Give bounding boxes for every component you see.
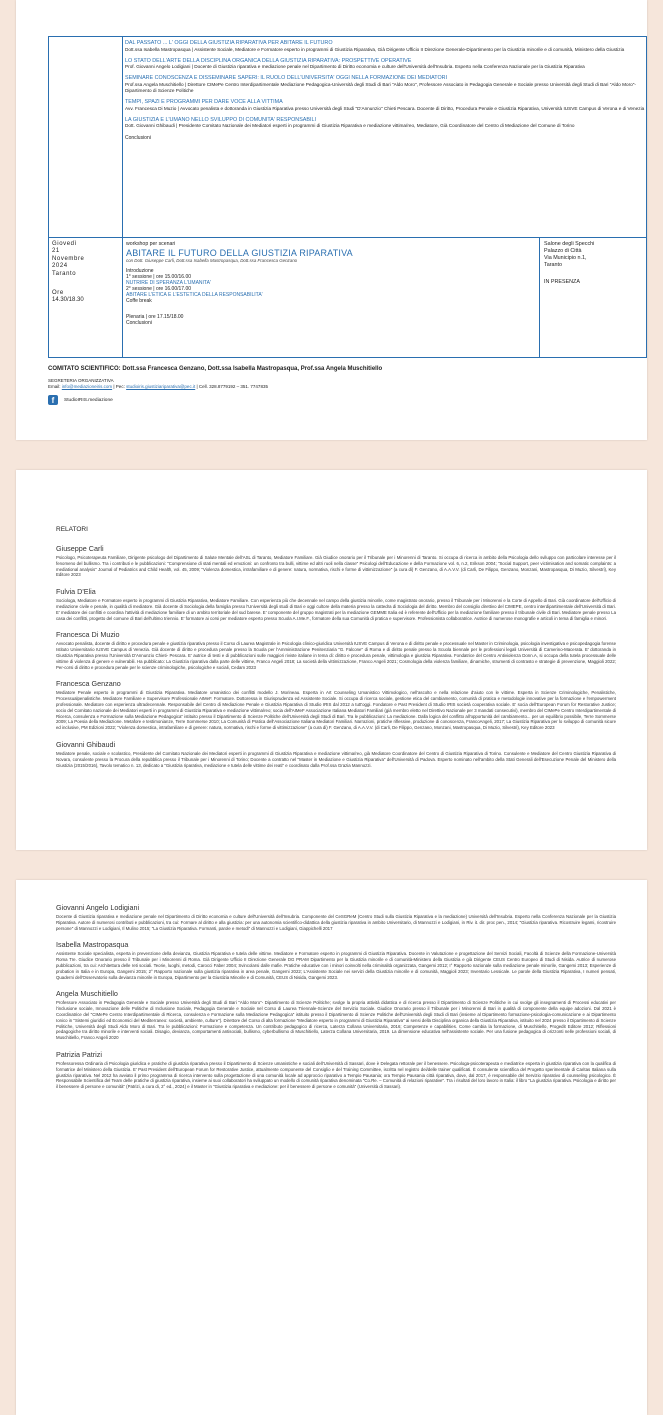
modality-label: IN PRESENZA [544,279,580,285]
speaker-bio [56,679,616,731]
speaker-bio [56,940,616,980]
divider [122,238,123,357]
date-year: 2024 [52,263,68,270]
speaker-text: Sociologa, Mediatore e Formatore esperto in programmi di Giustizia Riparativa, Mediatore Familiare. Con esperienza più che decennale nel campo della giustizia minorile, come magistrato onorario, presso il Tribunale per i Minorenni e la Corte di Appello di Bari. Già coordinatore dell'Ufficio di mediazione civile e penale, in qualità di mediatore. Già docente di Sociologia della famiglia presso l'Università degli studi di Bari e oggi cultore della materia presso la cattedra di Sociologia del diritto. Membro del consiglio direttivo del CIMEPE, centro interdipartimentale dell'Università di Bari. E' mediatore dei conflitti e coordina l'attività di mediazione familiare di un ambito territoriale del sud barese. E' componente del gruppo magistrati per la mediazione GEMME Italia ed è referente dell'Ufficio per la mediazione familiare presso il tribunale civile di Bari. Mediatore penale presso La casa dei conflitti, progetto del comune di Bari dell'ultimo triennio. E' formatore ai corsi per mediatore esperto presso Scuola A.I.Me.F., formatore della sua Comunità di pratica e supervisore. Professionista collaboratrice. Autrice di numerose monografie e articoli in tema di famiglia e minori. [56,598,616,621]
session-block [125,40,645,53]
divider [49,237,646,238]
program-sessions [125,40,645,141]
program-frame [48,36,647,358]
program-page [16,0,647,440]
speaker-name: Patrizia Patrizi [56,1049,102,1059]
workshop-title: ABITARE IL FUTURO DELLA GIUSTIZIA RIPARATIVA [126,247,353,258]
speaker-name: Francesca Genzano [56,679,121,689]
session-block [125,75,645,94]
facebook-icon: f [48,395,58,405]
coffee-break: Coffe break [126,298,152,305]
divider [539,238,540,357]
speaker-bios [56,544,616,777]
time-value: 14.30/18.30 [52,297,84,304]
session-block [125,117,645,130]
speaker-name: Angela Muschitiello [56,989,118,999]
session-speaker: Dott.ssa Isabella Mastropasqua | Assistente Sociale, Mediatore e Formatore esperto in programmi di Giustizia Riparativa, Già Dirigente Ufficio II Direzione Generale-Dipartimento per la Giustizia minorile e di comunità, Ministero della Giustizia [125,46,625,52]
speaker-name: Giovanni Ghibaudi [56,739,116,749]
session-block [125,58,645,71]
session-2-title: ABITARE L'ETICA E L'ESTETICA DELLA RESPONSABILITA' [126,292,263,299]
session-block [125,99,645,112]
workshop-label: workshop per scenari [126,241,176,247]
speaker-name: Giuseppe Carli [56,544,104,553]
date-day: Giovedì [52,241,77,247]
session-1-title: NUTRIRE DI SPERANZA L'UMANITA' [126,280,211,287]
secretariat-label: SEGRETERIA ORGANIZZATIVA [48,378,114,383]
session-title: LO STATO DELL'ARTE DELLA DISCIPLINA ORGANICA DELLA GIUSTIZIA RIPARATIVA: PROSPETTIVE OPERATIVE [125,57,412,64]
session-speaker: Avv. Francesca Di Muzio | Avvocato penalista e dottoranda in Giustizia Riparativa presso Università degli Studi "D'Annunzio" Chieti Pescara. Docente di Diritto, Procedura Penale e Giustizia Riparativa, Università IUSVE Campus di Verona e di Venezia [125,105,645,111]
date-num: 21 [52,248,60,255]
venue-line: Via Municipio n.1, [544,255,587,261]
session-title: TEMPI, SPAZI E PROGRAMMI PER DARE VOCE ALLA VITTIMA [125,99,283,106]
session-title: SEMINARE CONOSCENZA E DISSEMINARE SAPERI: IL RUOLO DELL'UNIVERSITA' OGGI NELLA FORMAZIONE DEI MEDIATORI [125,75,448,82]
speaker-text: Docente di Giustizia riparativa e mediazione penale nel Dipartimento di Diritto economia e culture dell'Università dell'Insubria. Componente del CeSGReM (Centro Studi sulla Giustizia Riparativa e la mediazione) Università dell'Insubria. Esperto nella Conferenza Nazionale per la Giustizia Riparativa. Autore di numerosi contributi e pubblicazioni, tra cui: Formare al diritto e alla giustizia: per una autonomia scientifico-didattica della giustizia riparativa in ambito Universitario, di Mannozzi e Lodigiani, in Riv. it. dir. proc pen., 2014; "Giustizia riparativa. Ricostruire legami, ricostruire persone" di Mannozzi e Lodigiani, Il Mulino 2015; "La Giustizia Riparativa. Formanti, parole e metodi" di Mannozzi e Lodigiani, Giappichelli 2017 [56,914,616,931]
facebook-row[interactable] [48,395,645,405]
pec-link[interactable]: studioiris.giustiziariparativa@pec.it [126,384,196,389]
speaker-text: Professore Associato in Pedagogia Generale e Sociale presso Università degli Studi di Bari "Aldo Moro"- Dipartimento di Scienze Politiche; svolge la propria attività didattica e di ricerca presso il Dipartimento di Scienze Politiche in cui svolge gli insegnamenti di Processi educativi per l'inclusione sociale, Innovazione delle Politiche di Inclusione Sociale, Pedagogia Generale e Sociale nel Corso di Laurea Triennale-Scienze del Servizio Sociale. Giudice Onorario presso il Tribunale per i Minorenni di Bari in qualità di componente della equipe adozioni. Dal 2021 è Coordinatrice del "CIMePe Centro Interdipartimentale di Ricerca, consulenza e Formazione sulla Mediazione Pedagogica" istituito presso il Dipartimento di Scienze Politiche dell'Università degli Studi di Bari (insieme al Dipartimento formazione-psicologia-comunicazione e ai Dipartimento Ionico in "Sistemi giuridici ed Economici del Mediterraneo: società, ambiente, culture"). Direttore del Corso di alta formazione "Mediatore esperto in programmi di Giustizia Riparativa" ai sensi della Disciplina organica della Giustizia Riparativa, istituito nel 2024 presso il Dipartimento di Scienze Politiche, Università degli Studi Aldo Moro di Bari. Tra le pubblicazioni: Formazione e competenza. Un contributo pedagogico di ricerca, Laterza Collana Universitaria, 2016; Competenze e capabilities. Come cambia la formazione, di Muschitiello, Progedit Editore 2012; Riflessioni pedagogiche tra diritto minorile e interventi sociali. Disagio, devianza, comportamenti antisociali, bullismo, cyberbullismo di Muschitiello, Laterza Collana Universitaria, 2019. La dimensione educativa nell'assistente sociale. Per una fusione pedagogica di orizzonti nelle professioni sociali, di Muschitiello, Franco Angeli 2020 [56,1000,616,1041]
intro-label: Introduzione [126,268,154,274]
divider [122,37,123,237]
speaker-text: Psicologo, Psicoterapeuta Familiare, Dirigente psicologo del Dipartimento di Salute Mentale dell'ASL di Taranto, Mediatore Familiare. Già Giudice onorario per il Tribunale per i Minorenni di Taranto. Si occupa di ricerca in ambito della Psicologia dello sviluppo con particolare interesse per il fenomeno del bullismo. Tra i contributi e le pubblicazioni: "Comprensione di stati mentali ed emozioni: un confronto tra bulli, vittime ed altri ruoli nella classe" Psicologi dell'Educazione e della Formazione vol. 6, n.2, Erikson 2004; "Social Support, peer victimisation and somatic complaints: a mediational analysis" Journal of Pediatrics and Child Health, vol. 45, 2009; "Violenza domestica, intrafamiliare e di genere: natura, normativa, rischi e forme di vittimizzazione" (a cura di) F. Genzano, di A.A.V.V. (di Carli, De Filippo, Genzano, Monzani, Mastropasqua, Di Muzio, Silvestri), Key Editore 2023 [56,555,616,578]
plenary-time: Plenaria | ore 17.15/18.00 [126,313,184,320]
speaker-name: Francesca Di Muzio [56,630,120,640]
speaker-text: Professoressa Ordinaria di Psicologia giuridica e pratiche di giustizia riparativa presso il Dipartimento di Scienze umanistiche e sociali dell'Università di Sassari, dove è Delegata rettorale per il benessere. Psicologa-psicoterapeuta e mediatrice esperta in giustizia riparativa con la qualifica di formatrice del Ministero della Giustizia. E' Past President dell'European Forum for Restorative Justice, attualmente componente del Consiglio e del Training Committee, iscritta nel registro dei/delle trainer qualificati. È consulente scientifica del Progetto sperimentale di Caritas Italiana sulla giustizia riparativa. Nel 2012 ha avviato il primo programma di ricerca intervento sulla progettazione di una comunità locale ad approccio riparativo a Tempio Pausania; ora Tempio Pausania città riparativa, dove, dal 2017, è responsabile del Servizio riparativo di counseling psicologico. È Responsabile Scientifica del Team delle pratiche di giustizia riparativa, insieme ai suoi collaboratori ha sviluppato un modello di comunità riparativa denominata "Co.Re. – Comunità di relazioni riparative". Tra i risultati del loro lavoro in Italia: il libro "La giustizia riparativa. Psicologia e diritto per il benessere di persone e comunità" (Patrizi, a cura di, 2° ed., 2024) e il Master in "Giustizia riparativa e mediazione: per il benessere di persone e comunità" (Università di Sassari). [56,1060,616,1090]
scientific-committee: COMITATO SCIENTIFICO: Dott.ssa Francesca Genzano, Dott.ssa Isabella Mastropasqua, Prof.ssa Angela Muschitiello [48,366,383,372]
speaker-bio [56,989,616,1041]
speaker-bio [56,630,616,670]
organizers-footer [48,366,645,405]
speaker-name: Fulvia D'Elia [56,587,96,597]
venue-line: Palazzo di Città [544,248,582,254]
session-speaker: Prof. Giovanni Angelo Lodigiani | Docente di Giustizia riparativa e mediazione penale nel Dipartimento di Diritto economia e culture dell'Università dell'Insubria. Esperto nella Conferenza Nazionale per la Giustizia Riparativa [125,64,585,70]
email-label: Email: [48,384,61,389]
workshop-cell [126,241,532,326]
pec-label: | Pec: [113,384,125,389]
workshop-hosts: con Dott. Giuseppe Carli, Dott.ssa Isabella Mastropasqua, Dott.ssa Francesca Genzano [126,258,298,263]
speaker-name: Isabella Mastropasqua [56,940,129,950]
speaker-text: Avvocato penalista, docente di diritto e procedura penale e giustizia riparativa presso il Corso di Laurea Magistrale in Psicologia clinico-giuridica Università IUSVE Campus di Verona e di diritto penale e processuale nel Master in Criminologia, psicologia investigativa e psicopedagogia forense Istituto Universitario IUSVE Campus di Venezia. Già docente di diritto e procedura penale presso la Scuola per l'Amministrazione Penitenziaria "G. Falcone" di Roma e di diritto penale presso la Scuola biennale per le professioni legali Università di Camerino-Macerata. E' dottoranda in Giustizia Riparativa presso l'Università D'Annunzio Chieti- Pescara. E' autrice di testi e di pubblicazioni sulle maggiori riviste italiane in tema di: diritto e procedura penale, vittimologia e giustizia Riparativa. Fondatrice del Centro Antiviolenza Donn.A, si occupa della tutela processuale delle vittime di violenza di genere e vulnerabili. Ha pubblicato: La Giustizia riparativa dalla parte delle vittime, Franco Angeli 2018; La società della vittimizzazione, Franco Angeli 2021; Cosmologia della violenza familiare, dinamiche, strumenti di contrasto e strategie di prevenzione, Maggioli 2022; Per-corsi di diritto e procedura penale per le scienze criminologiche, psicologiche e sociali, Cedam 2023 [56,641,616,670]
session-2-time: 2° sessione | ore 16.00/17.00 [126,286,192,293]
speaker-bio [56,903,616,931]
speaker-bios [56,903,616,1099]
speaker-text: Mediatore penale, sociale e scolastico, Presidente del Comitato Nazionale dei Mediatori esperti in programmi di Giustizia Riparativa e mediazione vittima/reo, già Mediatore Coordinatore del Centro di Giustizia Riparativa di Torino. Consulente e Mediatore del Centro Giustizia Riparativa di Novara, consulente presso la Procura della repubblica presso il Tribunale per i Minorenni di Torino; Docente a contratto nel "Master in Mediazione e Giustizia Riparativa" dell'Università di Padova. Esperto nominato nell'ambito della Stati Generali dell'Esecuzione Penale del Ministero della Giustizia (2015/2016), Tavolo tematico n. 13, dedicato a "Giustizia riparativa, mediazione e tutela delle vittime dei reati" e coordinato dalla Prof.ssa Grazia Mannozzi. [56,750,616,768]
speaker-name: Giovanni Angelo Lodigiani [56,903,140,912]
facebook-handle: StudioIRIS.mediazione [64,397,113,403]
speaker-bio [56,587,616,621]
secretariat [48,378,645,390]
venue-line: Salone degli Specchi [544,241,595,247]
speakers-page-2 [16,880,647,1415]
date-cell [52,241,118,305]
date-city: Taranto [52,270,77,277]
email-link[interactable]: info@mediazioneiris.com [61,384,113,389]
session-title: DAL PASSATO ... L' OGGI DELLA GIUSTIZIA RIPARATIVA PER ABITARE IL FUTURO [125,40,333,46]
session-speaker: Prof.ssa Angela Muschitiello | Direttore CIMePe Centro Interdipartimentale Mediazione Pedagogica-Università degli Studi di Bari "Aldo Moro", Professore Associato in Pedagogia Generale e Sociale presso Università degli Studi di Bari "Aldo Moro"- Dipartimento di Scienze Politiche [125,81,636,94]
phone-numbers: | Cell. 328.8779192 – 351. 7747835 [196,384,268,389]
conclusions-label: Conclusioni [125,134,151,141]
session-title: LA GIUSTIZIA E L'UMANO NELLO SVILUPPO DI COMUNITA' RESPONSABILI [125,116,316,123]
speakers-heading: RELATORI [56,526,88,533]
speaker-bio [56,544,616,578]
venue-line: Taranto [544,262,562,268]
venue-cell [544,241,642,286]
session-1-time: 1° sessione | ore 15.00/16.00 [126,274,192,281]
speaker-text: Mediatore Penale esperto in programmi di Giustizia Riparativa. Mediatore umanistico dei conflitti modello J. Morineau. Esperta in Art Counseling Umanistico Vittimologico, nell'ascolto e nella relazione d'aiuto con le vittime. Esperta in Scienze Criminologiche, Penalistiche, Processualpenalistiche. Mediatore Familiare e Supervisore Professionale AIMeF. Formatore. Dottoressa in Giurisprudenza ed Assistente Sociale. Si occupa di ricerca sociale, gestione etica del cambiamento, comunità di pratica e metodologie innovative per la formazione e l'empowerment professionale. Mediatore con esperienza ultradecennale. Responsabile del Centro di Mediazione Penale e Giustizia Riparativa di Studio IRIS dal 2012 a tutt'oggi. Fondatore e Past President di Studio IRIS società cooperativa sociale. E' socia dell'European Forum for Restorative Justice; socio del Comitato nazionale dei Mediatori esperti in programmi di Giustizia Riparativa e mediazione vittima/reo; socia dell'AIMeF Associazione Italiana Mediatori Familiari (già membro eletto nel Direttivo Nazionale per 3 mandati consecutivi), membro del CIMePe Centro Interdipartimentale di Ricerca, consulenza e Formazione sulla Mediazione Pedagogica" istituito presso il Dipartimento di Scienze Politiche dell'Università degli Studi di Bari. Tra le pubblicazioni: La mediazione. Dalla logica del conflitto all'opportunità del cambiamento... per un equilibrio possibile, Terre Sommerse 2009; La Poesia della Mediazione. Metafore e testimonianze, Terre Sommerse 2010; La Comunità di Pratica dell'Associazione Italiana Mediatori Familiari. Narrazioni, pratiche riflessive, produzione di conoscenza, FrancoAngeli, 2017; La Giustizia Riparativa per lo sviluppo di comunità sicure ed inclusive, PM Edizioni 2022; "Violenza domestica, intrafamiliare e di genere: natura, normativa, rischi e forme di vittimizzazione" (a cura di) F. Genzano, di A.A.V.V. (di Carli, De Filippo, Genzano, Monzani, Mastropasqua, Di Muzio, Silvestri), Key Editore 2023 [56,690,616,731]
speakers-page-1 [16,470,647,850]
conclusions-label: Conclusioni [126,319,152,326]
speaker-text: Assistente Sociale specialista, esperta in prevenzione della devianza, Giustizia Riparativa e tutela delle vittime. Mediatore e Formatore esperto in programmi di Giustizia Riparativa. Docente in Valutazione e progettazione del Servizi Sociali, Facoltà di Scienze della Formazione-Università Roma Tre. Giudice Onorario presso il Tribunale per i Minorenni di Roma. Già Dirigente Ufficio II Direzione Generale DG PRAM Dipartimento per la Giustizia minorile e di comunità-Ministero della Giustizia e già Dirigente CEUS Centro Europeo di Studi di Nisida. Autrice di numerose pubblicazioni, tra cui: Architettura delle reti sociali. Teorie, luoghi, metodi, Carocci Faber 2004; Svincolarsi dalle mafie. Pratiche educative con i minori coinvolti nella criminalità organizzata, Gangemi 2012; I° Rapporto nazionale sulla mediazione penale minorile, Gangemi 2013; Esperienze di probation in Italia e in Europa, Gangemi 2015; 2° Rapporto nazionale sulla giustizia riparativa in area penale, Gangemi 2022; L'Assistente Sociale nei servizi della Giustizia minorile e di comunità, Maggioli 2023; Inventario Lessicale. Le parole della Giustizia Riparativa, I numeri pensati, Quaderni dell'Osservatorio sulla devianza minorile in Europa, Dipartimento per la Giustizia Minorile e di Comunità, CEUS di Nisida, Gangemi 2023. [56,951,616,980]
speaker-bio [56,1050,616,1090]
session-speaker: Dott. Giovanni Ghibaudi | Presidente Comitato Nazionale dei Mediatori esperti in programmi di Giustizia Riparativa e mediazione vittima/reo, Mediatore, Già Coordinatore del Centro di Mediazione del Comune di Torino [125,123,575,129]
date-month: Novembre [52,255,85,262]
time-label: Ore [52,290,64,297]
speaker-bio [56,740,616,768]
